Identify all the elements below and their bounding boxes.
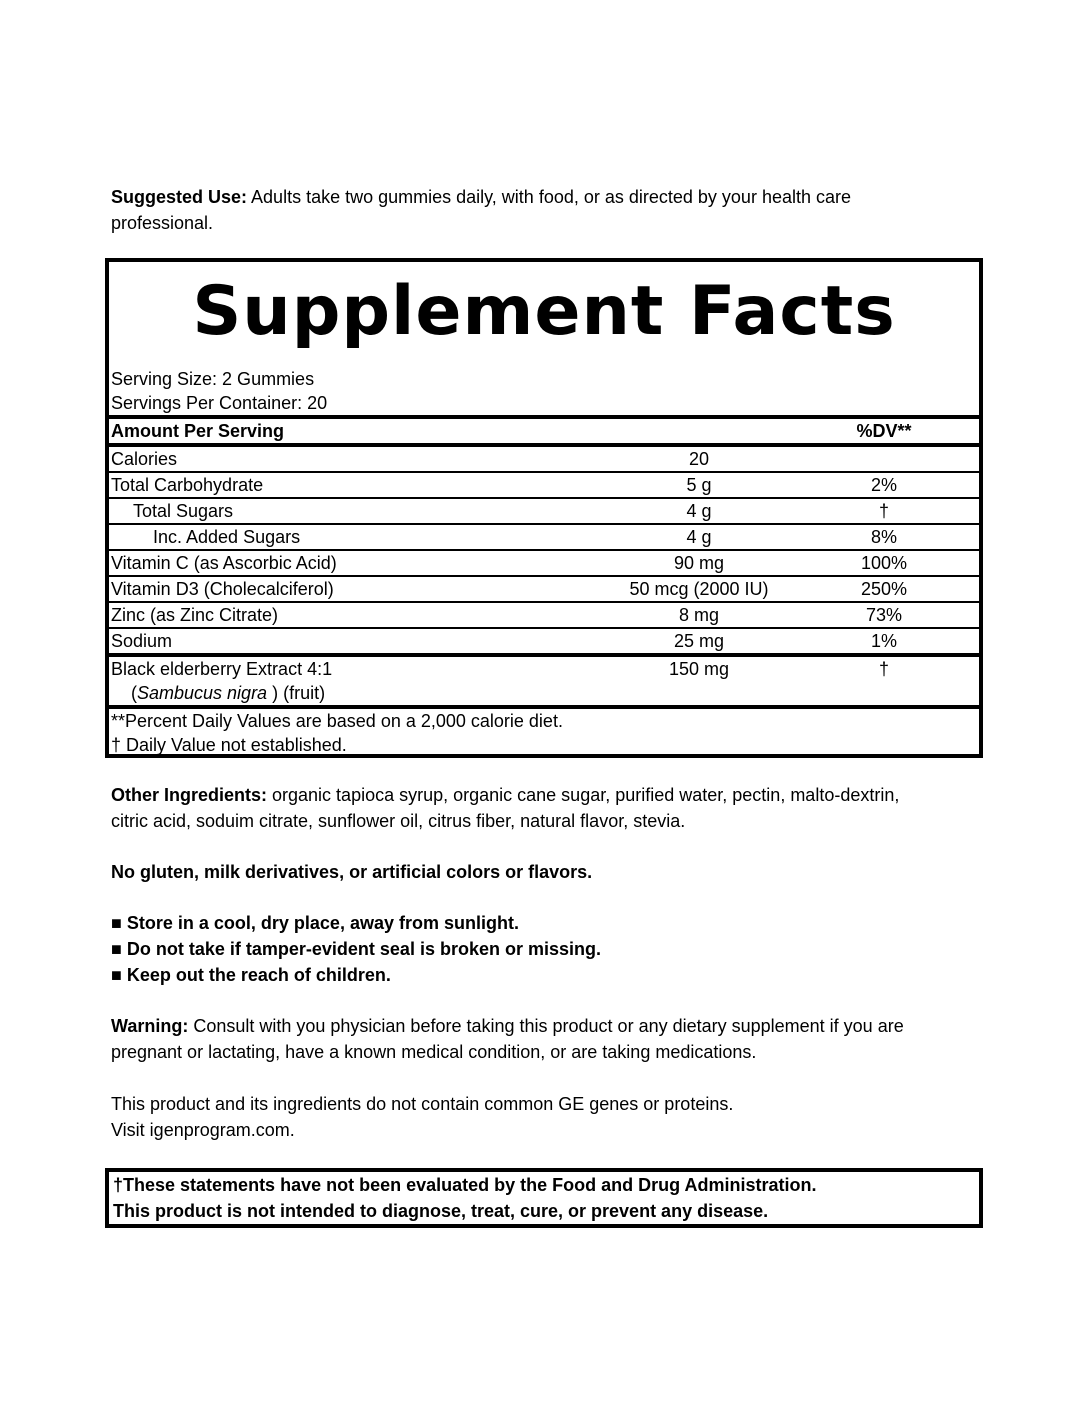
suggested-use-text: Adults take two gummies daily, with food, or as directed by your health care professional. [111, 187, 851, 233]
amount-per-serving-header: Amount Per Serving [111, 421, 285, 441]
warning-text: Consult with you physician before taking this product or any dietary supplement if you are pregnant or lactating, have a known medical condition, or are taking medications. [111, 1016, 904, 1062]
facts-row-black-elderberry: Black elderberry Extract 4:1 150 mg † (Sambucus nigra ) (fruit) [109, 657, 979, 709]
supplement-facts-panel [105, 258, 983, 758]
other-ingredients-text: organic tapioca syrup, organic cane sugar, purified water, pectin, malto-dextrin, citric acid, soduim citrate, sunflower oil, citrus fiber, natural flavor, stevia. [111, 785, 900, 831]
facts-row-vitamin-c: Vitamin C (as Ascorbic Acid) 90 mg 100% [109, 551, 979, 577]
facts-title: Supplement Facts [192, 272, 896, 351]
footnote-dagger: † Daily Value not established. [111, 735, 347, 755]
other-ingredients-label: Other Ingredients: [111, 785, 268, 805]
serving-size: Serving Size: 2 Gummies [111, 369, 315, 389]
facts-row-calories: Calories 20 [109, 447, 979, 473]
facts-row-sodium: Sodium 25 mg 1% [109, 629, 979, 657]
facts-row-zinc: Zinc (as Zinc Citrate) 8 mg 73% [109, 603, 979, 629]
bullet-item: ■ Store in a cool, dry place, away from sunlight. [111, 913, 519, 933]
other-ingredients [111, 782, 921, 834]
ge-statement: This product and its ingredients do not contain common GE genes or proteins. Visit igenprogram.com. [111, 1094, 734, 1140]
footnote-daily-values: **Percent Daily Values are based on a 2,000 calorie diet. [111, 711, 563, 731]
facts-header-row [109, 419, 979, 447]
facts-row-total-carbohydrate: Total Carbohydrate 5 g 2% [109, 473, 979, 499]
suggested-use [111, 184, 931, 236]
allergen-statement: No gluten, milk derivatives, or artificial colors or flavors. [111, 862, 593, 882]
facts-row-vitamin-d3: Vitamin D3 (Cholecalciferol) 50 mcg (2000 IU) 250% [109, 577, 979, 603]
bullet-item: ■ Keep out the reach of children. [111, 965, 391, 985]
dv-header: %DV** [856, 421, 912, 441]
facts-row-added-sugars: Inc. Added Sugars 4 g 8% [109, 525, 979, 551]
disclaimer-line-1: †These statements have not been evaluated by the Food and Drug Administration. [113, 1175, 817, 1195]
suggested-use-label: Suggested Use: [111, 187, 248, 207]
servings-per-container: Servings Per Container: 20 [109, 391, 979, 419]
fda-disclaimer-box [105, 1168, 983, 1228]
facts-row-total-sugars: Total Sugars 4 g † [109, 499, 979, 525]
disclaimer-line-2: This product is not intended to diagnose, treat, cure, or prevent any disease. [113, 1201, 769, 1221]
warning [111, 1013, 911, 1065]
storage-bullets [111, 910, 931, 988]
warning-label: Warning: [111, 1016, 189, 1036]
species-name: Sambucus nigra [137, 683, 268, 703]
bullet-item: ■ Do not take if tamper-evident seal is broken or missing. [111, 939, 601, 959]
